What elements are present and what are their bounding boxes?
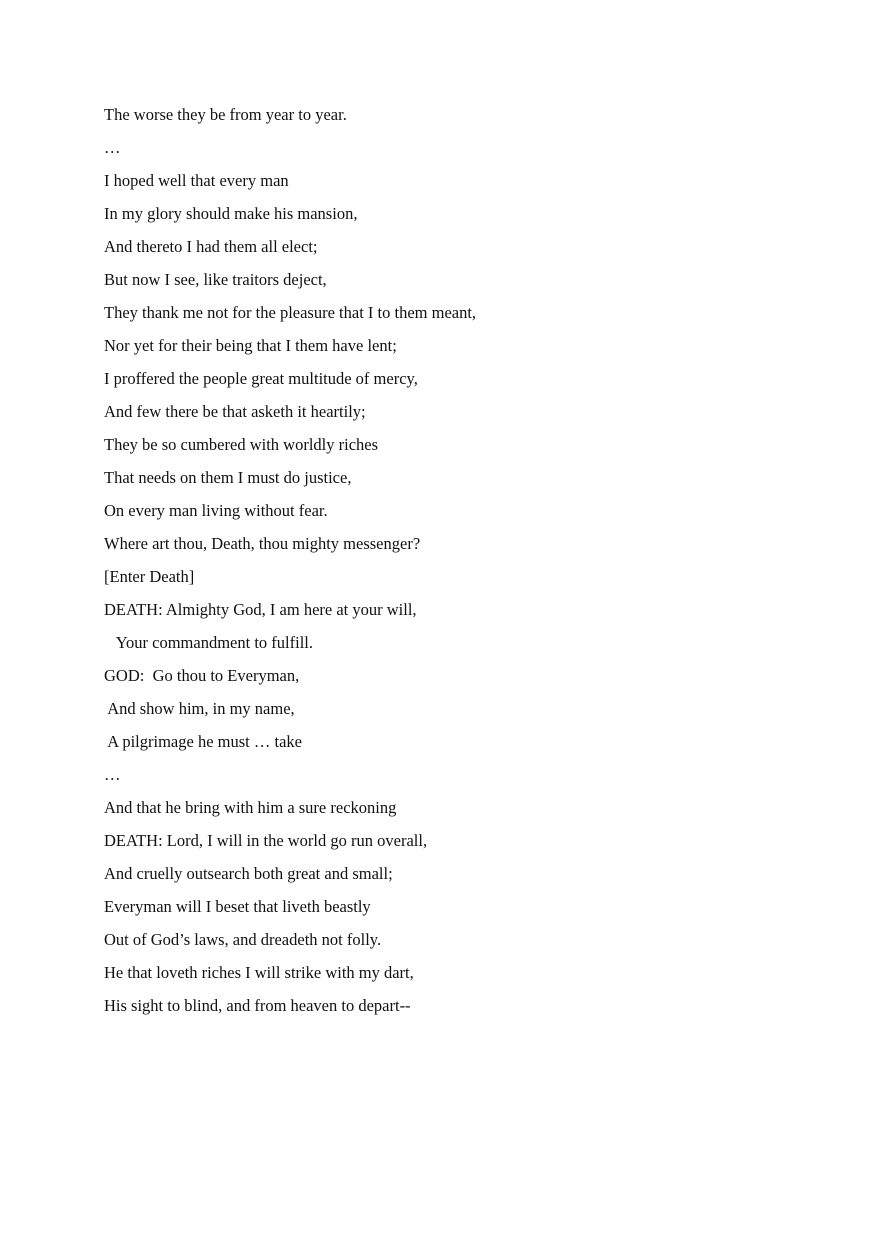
text-line: A pilgrimage he must … take: [104, 732, 302, 751]
text-line: In my glory should make his mansion,: [104, 204, 358, 223]
text-line: But now I see, like traitors deject,: [104, 270, 327, 289]
text-line: …: [104, 138, 121, 157]
text-line: They thank me not for the pleasure that I to them meant,: [104, 303, 477, 322]
stage-direction: [Enter Death]: [104, 567, 195, 586]
text-line: And that he bring with him a sure reckoning: [104, 798, 397, 817]
text-line: Where art thou, Death, thou mighty messenger?: [104, 534, 421, 553]
text-line: Out of God’s laws, and dreadeth not folly.: [104, 930, 382, 949]
text-line: He that loveth riches I will strike with my dart,: [104, 963, 414, 982]
speaker-line-god: GOD: Go thou to Everyman,: [104, 666, 300, 685]
text-line: Your commandment to fulfill.: [104, 633, 313, 652]
play-text: [104, 100, 804, 1024]
text-line: I proffered the people great multitude of mercy,: [104, 369, 418, 388]
text-line: I hoped well that every man: [104, 171, 289, 190]
speaker-line-death: DEATH: Lord, I will in the world go run overall,: [104, 831, 428, 850]
text-line: That needs on them I must do justice,: [104, 468, 352, 487]
text-line: And thereto I had them all elect;: [104, 237, 318, 256]
text-line: They be so cumbered with worldly riches: [104, 435, 379, 454]
speaker-line-death: DEATH: Almighty God, I am here at your will,: [104, 600, 417, 619]
text-line: Everyman will I beset that liveth beastly: [104, 897, 371, 916]
text-line: On every man living without fear.: [104, 501, 328, 520]
text-line: And show him, in my name,: [104, 699, 295, 718]
text-line: Nor yet for their being that I them have lent;: [104, 336, 397, 355]
text-line: The worse they be from year to year.: [104, 105, 347, 124]
text-line: His sight to blind, and from heaven to depart--: [104, 996, 411, 1015]
text-line: And few there be that asketh it heartily;: [104, 402, 366, 421]
text-line: …: [104, 765, 121, 784]
text-line: And cruelly outsearch both great and small;: [104, 864, 393, 883]
